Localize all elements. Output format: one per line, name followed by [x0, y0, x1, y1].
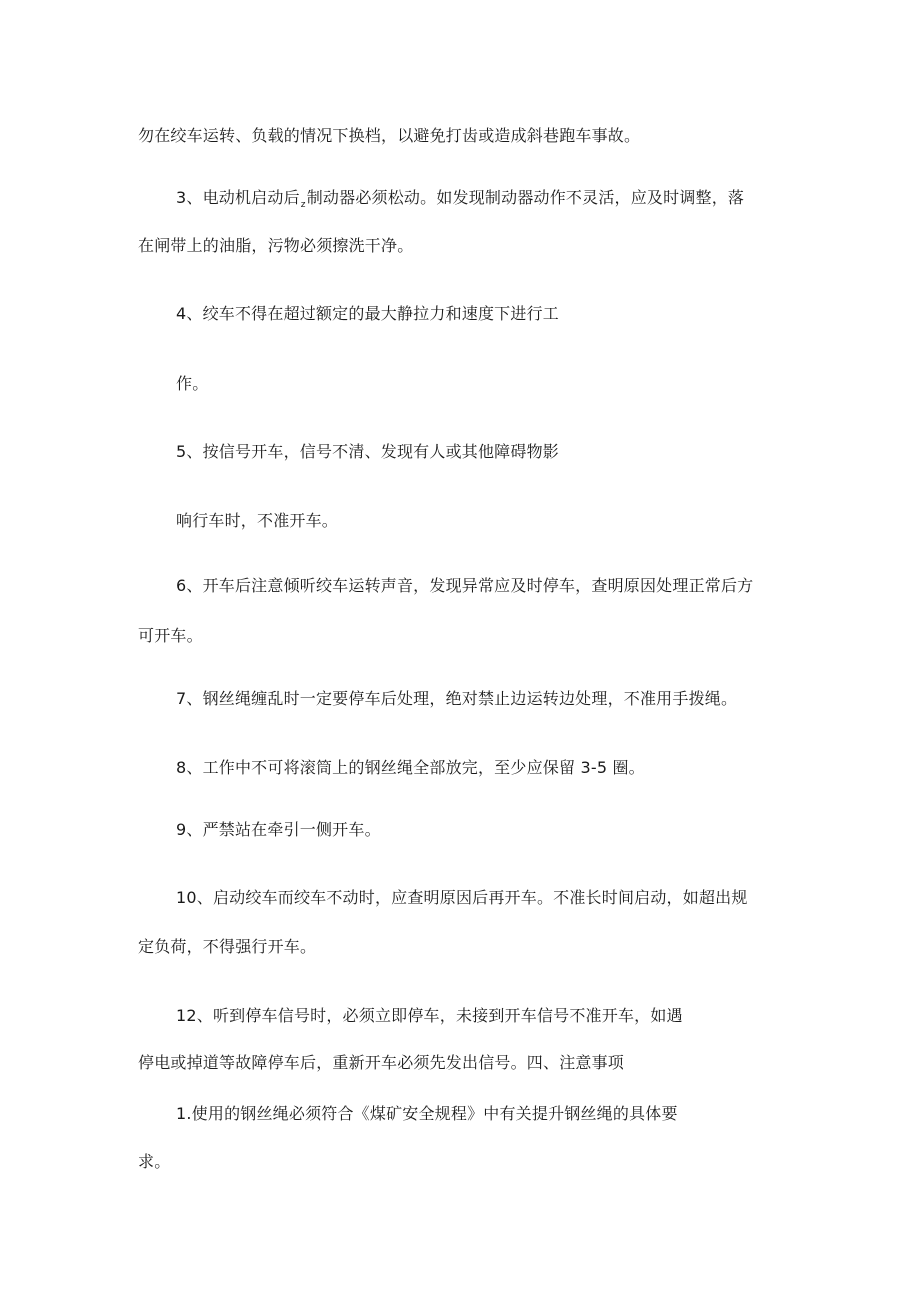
item-12-line-2: 停电或掉道等故障停车后，重新开车必须先发出信号。四、注意事项: [138, 1053, 625, 1072]
item-10-line-1: 10、启动绞车而绞车不动时，应查明原因后再开车。不准长时间启动，如超出规: [176, 888, 748, 907]
item-6-line-1: 6、开车后注意倾听绞车运转声音，发现异常应及时停车，查明原因处理正常后方: [176, 576, 754, 595]
item-5-line-2: 响行车时，不准开车。: [176, 511, 339, 530]
item-9-line-1: 9、严禁站在牵引一侧开车。: [176, 820, 381, 839]
item-10-line-2: 定负荷，不得强行开车。: [138, 937, 317, 956]
item-3-line-2: 在闸带上的油脂，污物必须擦洗干净。: [138, 236, 414, 255]
note-1-line-1: 1.使用的钢丝绳必须符合《煤矿安全规程》中有关提升钢丝绳的具体要: [176, 1104, 678, 1123]
item-3-line-1: [176, 188, 744, 215]
item-4-line-1: 4、绞车不得在超过额定的最大静拉力和速度下进行工: [176, 304, 559, 323]
item-7-line-1: 7、钢丝绳缠乱时一定要停车后处理，绝对禁止边运转边处理，不准用手拨绳。: [176, 689, 738, 708]
item-12-line-1: 12、听到停车信号时，必须立即停车，未接到开车信号不准开车，如遇: [176, 1006, 683, 1025]
item-5-line-1: 5、按信号开车，信号不清、发现有人或其他障碍物影: [176, 442, 559, 461]
item-3-text-b: 制动器必须松动。如发现制动器动作不灵活，应及时调整，落: [306, 188, 745, 207]
text-line-1: 勿在绞车运转、负载的情况下换档，以避免打齿或造成斜巷跑车事故。: [138, 126, 641, 145]
note-1-line-2: 求。: [138, 1152, 171, 1171]
item-3-text-a: 3、电动机启动后: [176, 188, 300, 207]
item-6-line-2: 可开车。: [138, 626, 203, 645]
item-8-line-1: 8、工作中不可将滚筒上的钢丝绳全部放完，至少应保留 3-5 圈。: [176, 758, 645, 777]
item-3-subscript: z: [300, 200, 306, 210]
item-4-line-2: 作。: [176, 374, 209, 393]
